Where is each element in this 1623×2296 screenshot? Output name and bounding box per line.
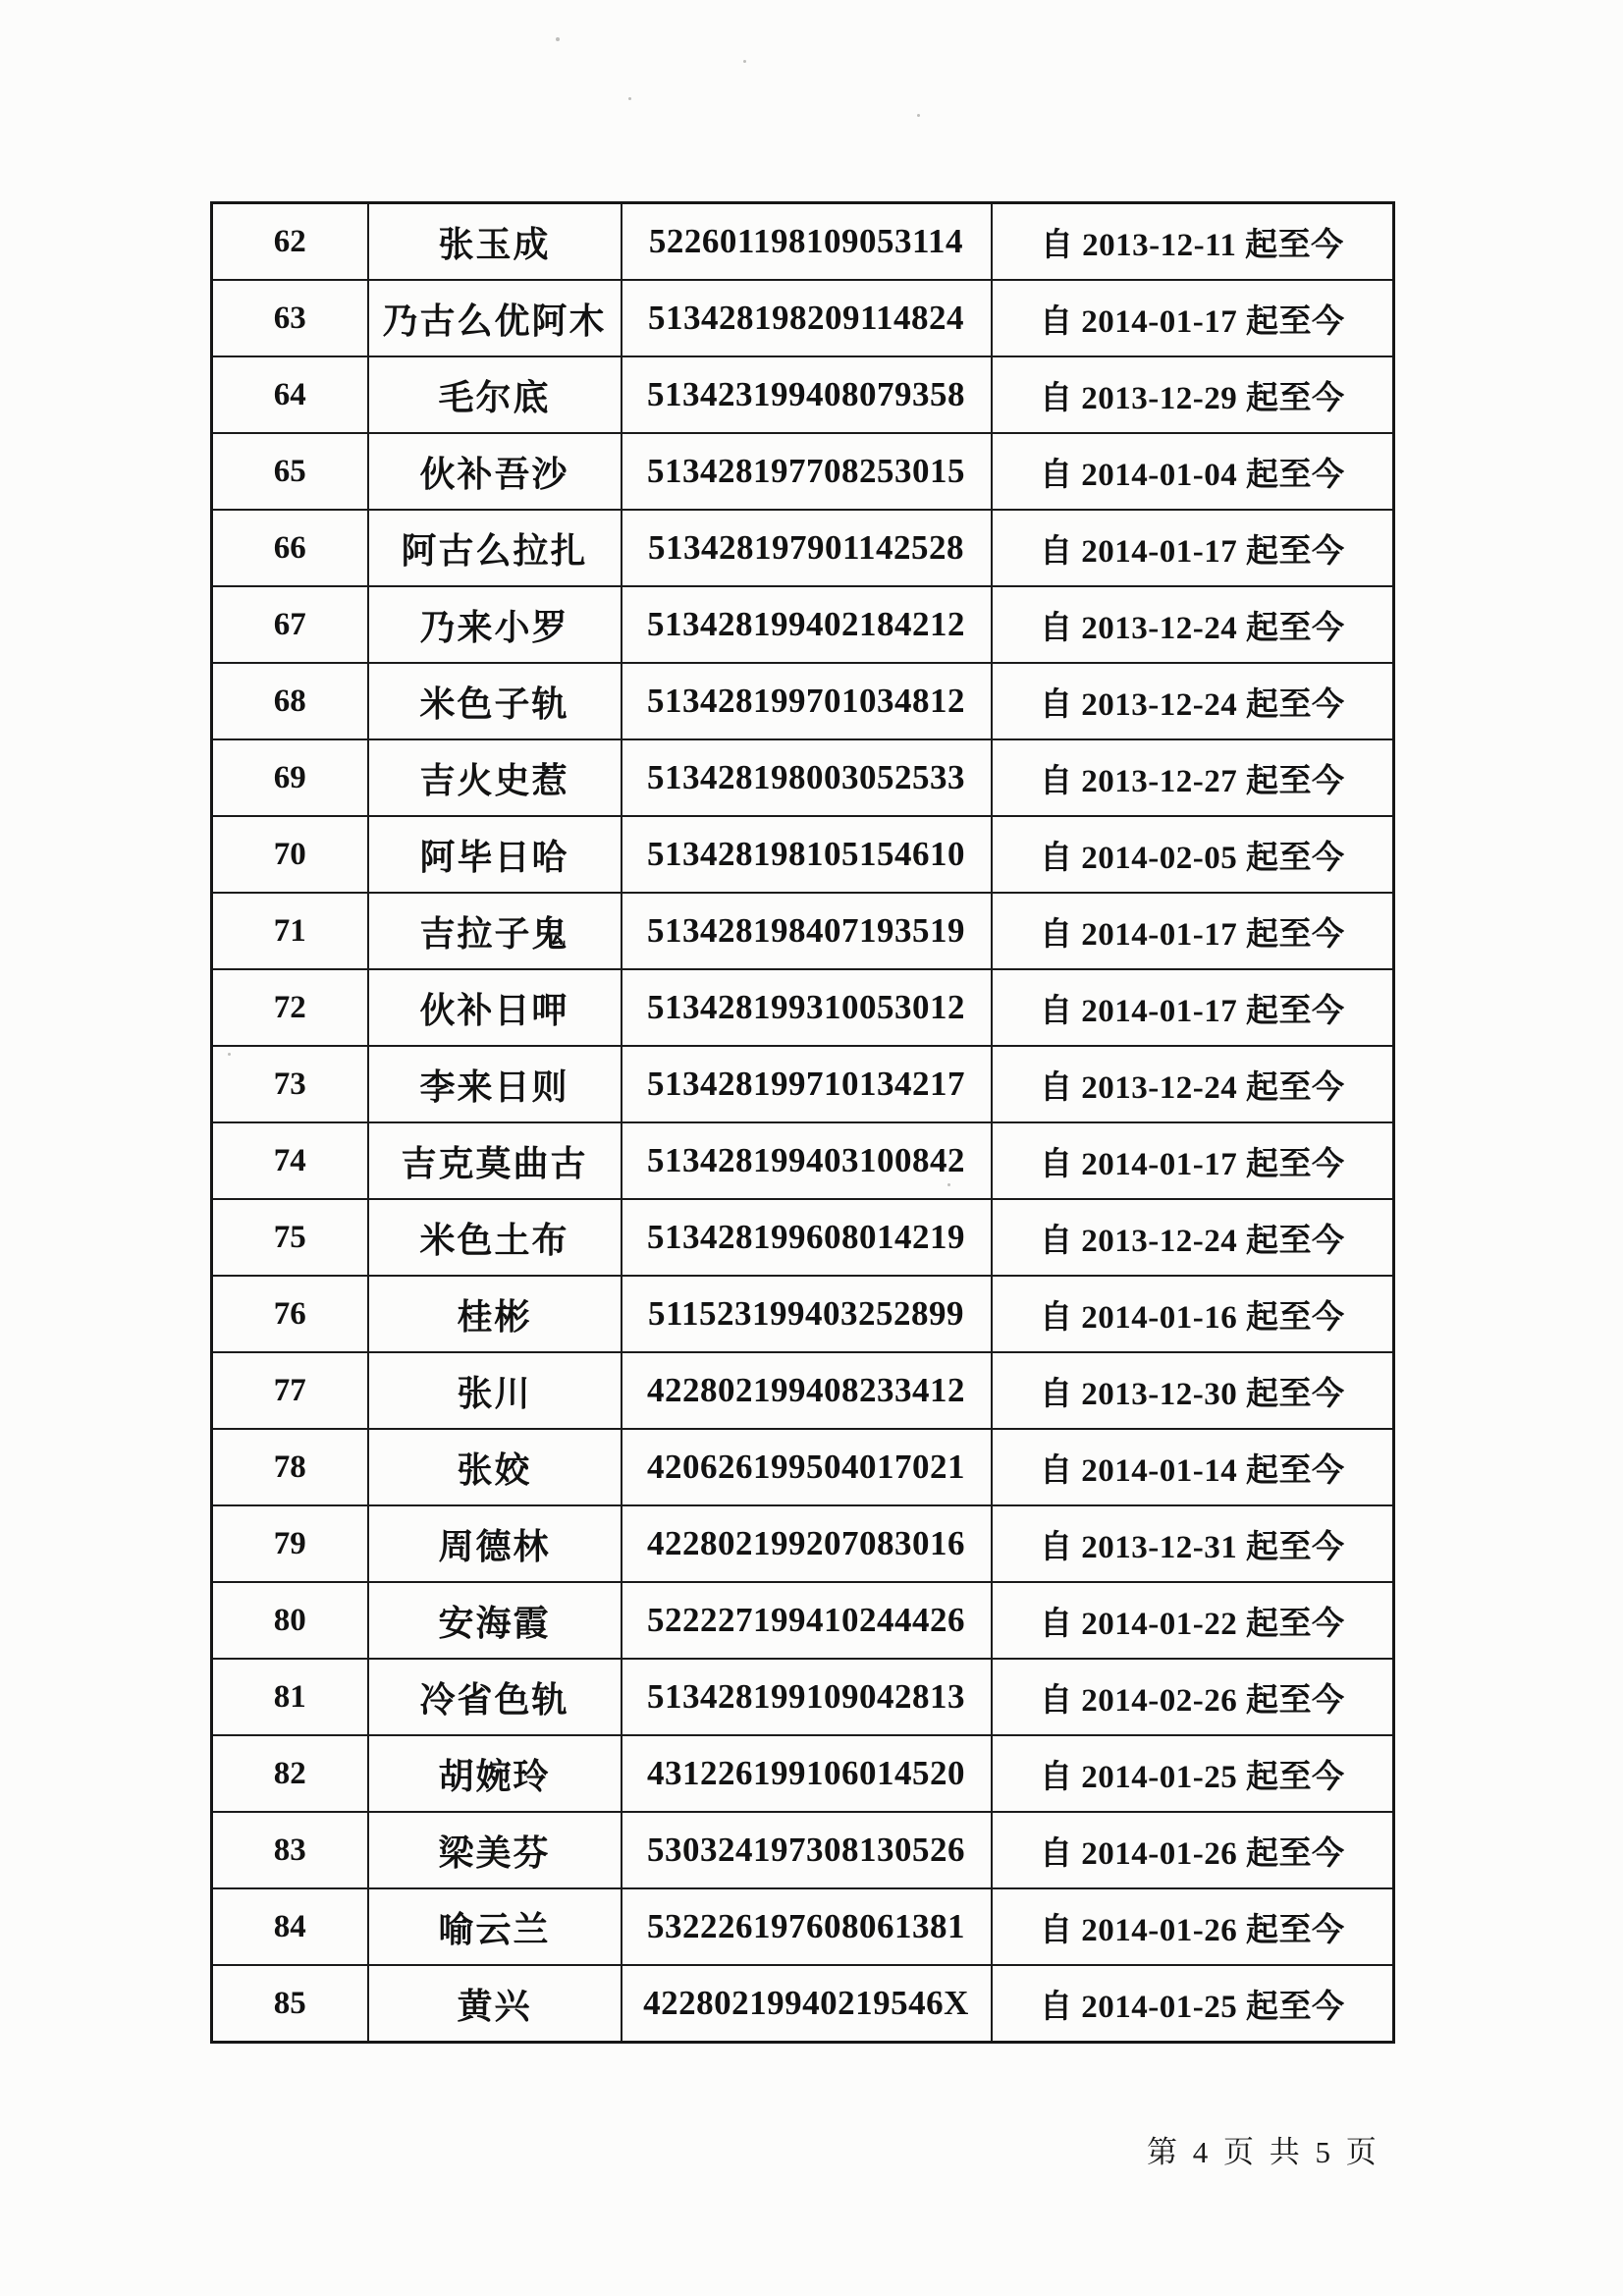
row-number-cell: 82 [212, 1735, 368, 1812]
name-cell: 张姣 [368, 1429, 622, 1505]
name-cell: 伙补日呷 [368, 969, 622, 1046]
period-cell: 自 2013-12-24 起至今 [992, 663, 1394, 739]
table-row [212, 1582, 1394, 1659]
id-number-cell: 513428197901142528 [622, 510, 992, 586]
name-cell: 吉火史惹 [368, 739, 622, 816]
period-cell: 自 2013-12-11 起至今 [992, 203, 1394, 281]
table-row [212, 1046, 1394, 1122]
row-number-cell: 78 [212, 1429, 368, 1505]
table-row [212, 739, 1394, 816]
id-number-cell: 422802199408233412 [622, 1352, 992, 1429]
id-number-cell: 513428198003052533 [622, 739, 992, 816]
table-row [212, 1429, 1394, 1505]
table-row [212, 1352, 1394, 1429]
scan-speckle [556, 37, 560, 41]
table-row [212, 1735, 1394, 1812]
id-number-cell: 431226199106014520 [622, 1735, 992, 1812]
table-row [212, 586, 1394, 663]
row-number-cell: 62 [212, 203, 368, 281]
period-cell: 自 2014-01-17 起至今 [992, 280, 1394, 356]
period-cell: 自 2014-01-14 起至今 [992, 1429, 1394, 1505]
table-row [212, 1659, 1394, 1735]
row-number-cell: 83 [212, 1812, 368, 1888]
table-row [212, 1965, 1394, 2043]
name-cell: 米色子轨 [368, 663, 622, 739]
id-number-cell: 532226197608061381 [622, 1888, 992, 1965]
id-number-cell: 513428199710134217 [622, 1046, 992, 1122]
period-cell: 自 2014-02-05 起至今 [992, 816, 1394, 893]
table-row [212, 433, 1394, 510]
id-number-cell: 513428199403100842 [622, 1122, 992, 1199]
id-number-cell: 513423199408079358 [622, 356, 992, 433]
period-cell: 自 2014-01-17 起至今 [992, 969, 1394, 1046]
period-cell: 自 2014-01-25 起至今 [992, 1735, 1394, 1812]
row-number-cell: 77 [212, 1352, 368, 1429]
name-cell: 乃古么优阿木 [368, 280, 622, 356]
id-number-cell: 530324197308130526 [622, 1812, 992, 1888]
name-cell: 张玉成 [368, 203, 622, 281]
period-cell: 自 2013-12-24 起至今 [992, 586, 1394, 663]
id-number-cell: 42280219940219546X [622, 1965, 992, 2043]
row-number-cell: 65 [212, 433, 368, 510]
row-number-cell: 72 [212, 969, 368, 1046]
table-row [212, 1812, 1394, 1888]
row-number-cell: 66 [212, 510, 368, 586]
name-cell: 阿古么拉扎 [368, 510, 622, 586]
name-cell: 胡婉玲 [368, 1735, 622, 1812]
name-cell: 乃来小罗 [368, 586, 622, 663]
row-number-cell: 81 [212, 1659, 368, 1735]
table-row [212, 356, 1394, 433]
name-cell: 周德林 [368, 1505, 622, 1582]
scan-speckle [628, 97, 631, 100]
row-number-cell: 73 [212, 1046, 368, 1122]
table-row [212, 663, 1394, 739]
period-cell: 自 2014-01-22 起至今 [992, 1582, 1394, 1659]
id-number-cell: 422802199207083016 [622, 1505, 992, 1582]
period-cell: 自 2014-02-26 起至今 [992, 1659, 1394, 1735]
row-number-cell: 85 [212, 1965, 368, 2043]
scan-speckle [917, 114, 920, 117]
name-cell: 李来日则 [368, 1046, 622, 1122]
name-cell: 伙补吾沙 [368, 433, 622, 510]
id-number-cell: 513428199608014219 [622, 1199, 992, 1276]
id-number-cell: 513428199402184212 [622, 586, 992, 663]
scan-speckle [947, 1183, 950, 1186]
name-cell: 黄兴 [368, 1965, 622, 2043]
roster-body [212, 203, 1394, 2043]
scan-speckle [228, 1053, 231, 1056]
table-row [212, 1888, 1394, 1965]
id-number-cell: 513428199109042813 [622, 1659, 992, 1735]
name-cell: 阿毕日哈 [368, 816, 622, 893]
id-number-cell: 522601198109053114 [622, 203, 992, 281]
row-number-cell: 63 [212, 280, 368, 356]
period-cell: 自 2013-12-29 起至今 [992, 356, 1394, 433]
table-row [212, 1199, 1394, 1276]
table-row [212, 203, 1394, 281]
page-number-footer: 第 4 页 共 5 页 [1147, 2135, 1380, 2169]
row-number-cell: 71 [212, 893, 368, 969]
table-row [212, 893, 1394, 969]
name-cell: 桂彬 [368, 1276, 622, 1352]
id-number-cell: 513428199310053012 [622, 969, 992, 1046]
row-number-cell: 84 [212, 1888, 368, 1965]
name-cell: 安海霞 [368, 1582, 622, 1659]
row-number-cell: 68 [212, 663, 368, 739]
table-row [212, 1122, 1394, 1199]
name-cell: 毛尔底 [368, 356, 622, 433]
row-number-cell: 76 [212, 1276, 368, 1352]
name-cell: 冷省色轨 [368, 1659, 622, 1735]
period-cell: 自 2014-01-17 起至今 [992, 893, 1394, 969]
row-number-cell: 67 [212, 586, 368, 663]
id-number-cell: 420626199504017021 [622, 1429, 992, 1505]
table-row [212, 1276, 1394, 1352]
period-cell: 自 2014-01-16 起至今 [992, 1276, 1394, 1352]
row-number-cell: 74 [212, 1122, 368, 1199]
period-cell: 自 2014-01-04 起至今 [992, 433, 1394, 510]
name-cell: 梁美芬 [368, 1812, 622, 1888]
id-number-cell: 513428198105154610 [622, 816, 992, 893]
id-number-cell: 513428198407193519 [622, 893, 992, 969]
period-cell: 自 2013-12-30 起至今 [992, 1352, 1394, 1429]
name-cell: 张川 [368, 1352, 622, 1429]
name-cell: 吉拉子鬼 [368, 893, 622, 969]
id-number-cell: 522227199410244426 [622, 1582, 992, 1659]
period-cell: 自 2013-12-24 起至今 [992, 1199, 1394, 1276]
period-cell: 自 2014-01-25 起至今 [992, 1965, 1394, 2043]
name-cell: 吉克莫曲古 [368, 1122, 622, 1199]
id-number-cell: 513428197708253015 [622, 433, 992, 510]
id-number-cell: 513428199701034812 [622, 663, 992, 739]
row-number-cell: 79 [212, 1505, 368, 1582]
table-row [212, 969, 1394, 1046]
period-cell: 自 2013-12-27 起至今 [992, 739, 1394, 816]
period-cell: 自 2014-01-26 起至今 [992, 1888, 1394, 1965]
period-cell: 自 2014-01-17 起至今 [992, 1122, 1394, 1199]
scan-speckle [743, 60, 746, 63]
table-row [212, 280, 1394, 356]
name-cell: 米色土布 [368, 1199, 622, 1276]
period-cell: 自 2013-12-31 起至今 [992, 1505, 1394, 1582]
row-number-cell: 75 [212, 1199, 368, 1276]
table-row [212, 510, 1394, 586]
row-number-cell: 69 [212, 739, 368, 816]
period-cell: 自 2014-01-17 起至今 [992, 510, 1394, 586]
name-cell: 喻云兰 [368, 1888, 622, 1965]
period-cell: 自 2013-12-24 起至今 [992, 1046, 1394, 1122]
id-number-cell: 511523199403252899 [622, 1276, 992, 1352]
row-number-cell: 70 [212, 816, 368, 893]
table-row [212, 816, 1394, 893]
table-row [212, 1505, 1394, 1582]
period-cell: 自 2014-01-26 起至今 [992, 1812, 1394, 1888]
id-number-cell: 513428198209114824 [622, 280, 992, 356]
row-number-cell: 64 [212, 356, 368, 433]
roster-table [210, 201, 1395, 2044]
row-number-cell: 80 [212, 1582, 368, 1659]
